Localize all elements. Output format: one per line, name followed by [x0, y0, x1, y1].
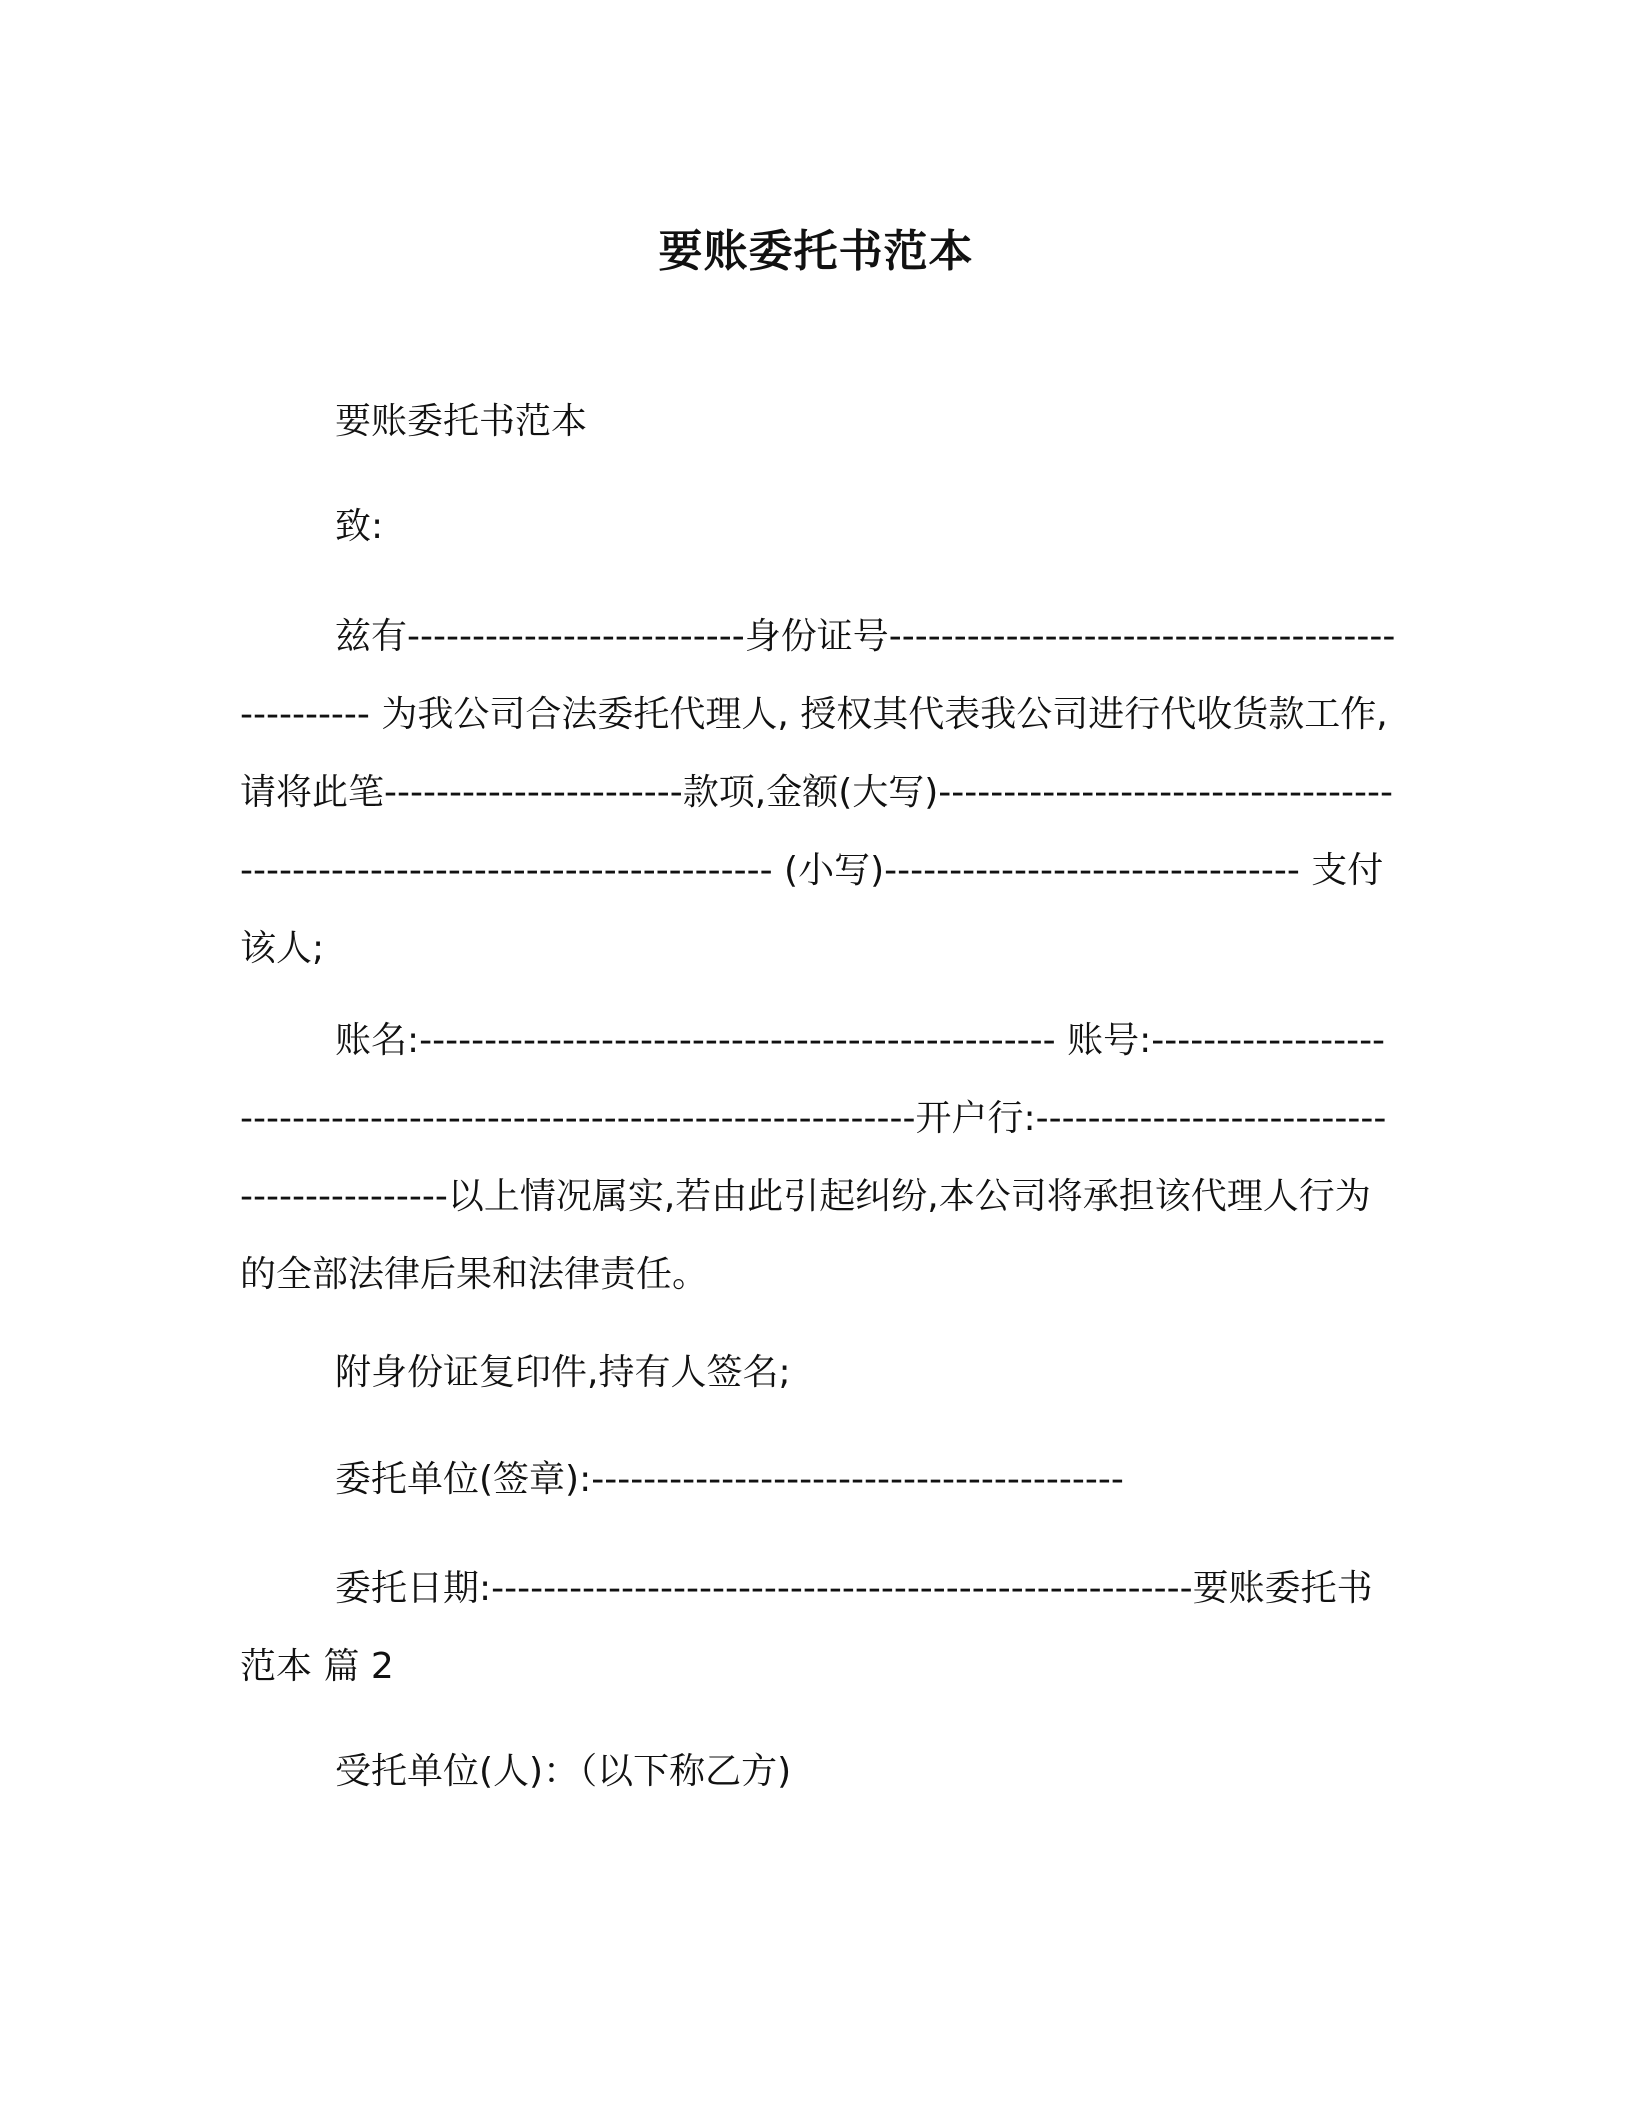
paragraph-heading: 要账委托书范本	[335, 401, 588, 442]
paragraph-account-info: 账名:------------------------------------------------- 账号:----------------------------------------------------------------------开户行:-------------------------------------------以上情况属实,若由此引起纠纷,本公司将承担该代理人行为的全部法律后果和法律责任。	[240, 1020, 1387, 1295]
paragraph-entrusting-unit: 委托单位(签章):-----------------------------------------	[335, 1459, 1124, 1500]
paragraph-attachment: 附身份证复印件,持有人签名;	[335, 1352, 791, 1393]
paragraph-salutation: 致:	[335, 506, 384, 547]
paragraph-authorization: 兹有--------------------------身份证号------------------------------------------------- 为我公司合法委托代理人, 授权其代表我公司进行代收货款工作,请将此笔-----------------------款项,金额(大写)---------------------------------------------------------------------------- (小写)-------------------------------- 支付该人;	[240, 616, 1396, 969]
paragraph-trustee: 受托单位(人)：（以下称乙方)	[335, 1751, 792, 1792]
document-title: 要账委托书范本	[658, 226, 974, 277]
paragraph-entrust-date: 委托日期:------------------------------------------------------要账委托书范本 篇 2	[240, 1568, 1373, 1687]
